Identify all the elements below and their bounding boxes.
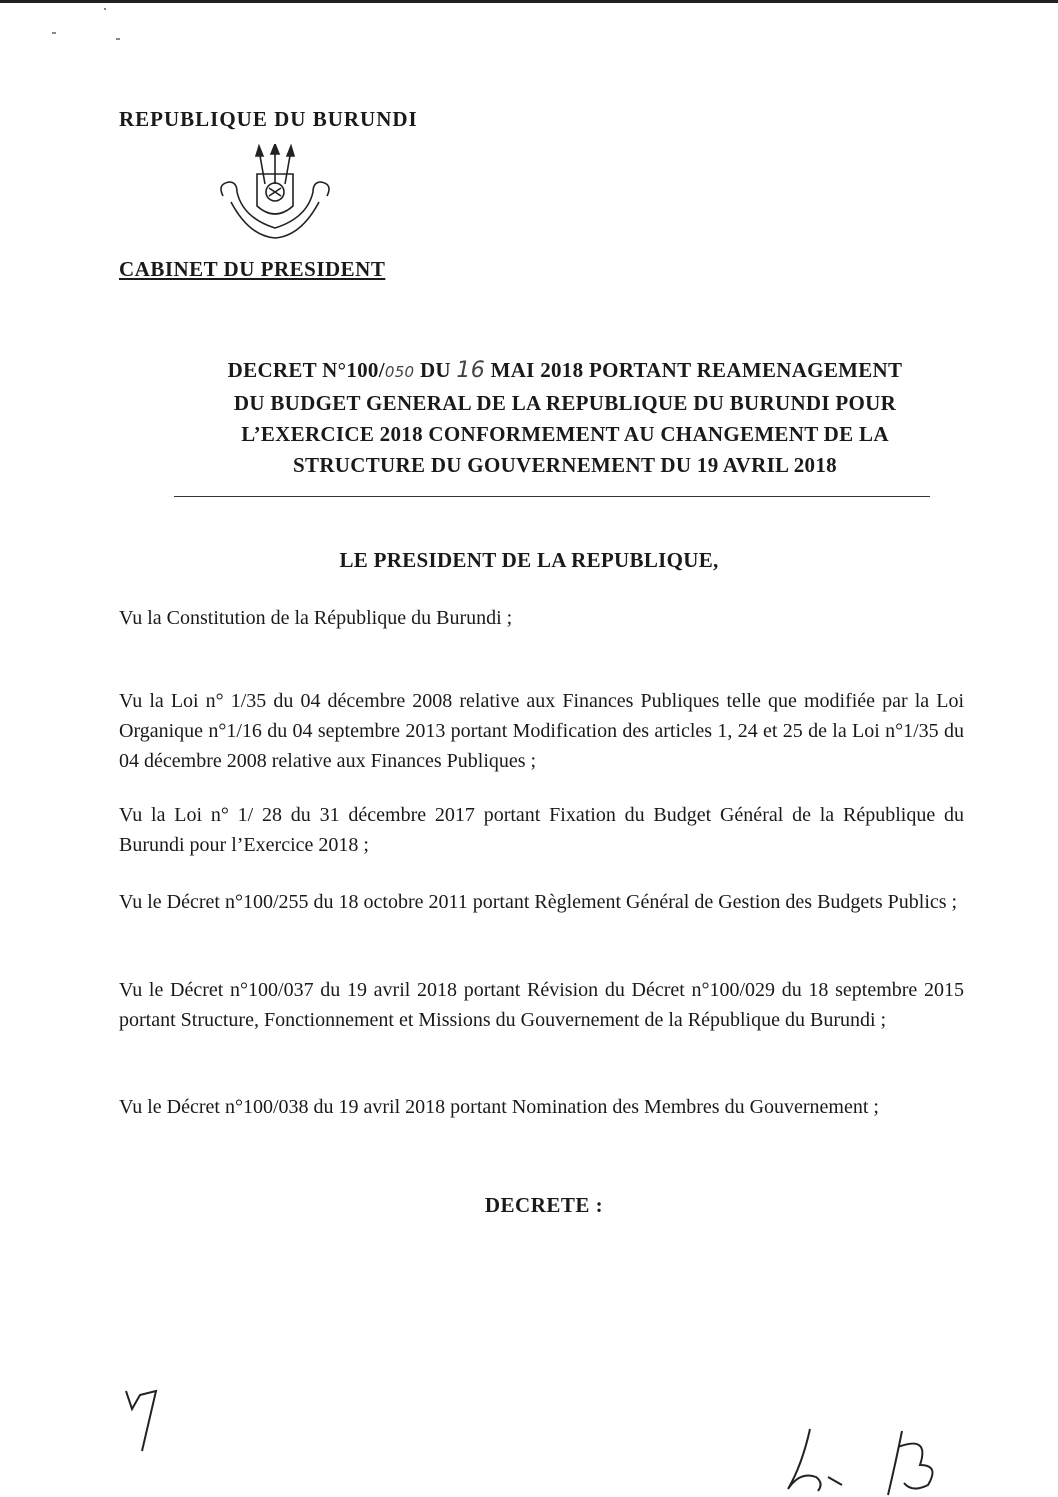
title-line-3: L’EXERCICE 2018 CONFORMEMENT AU CHANGEMENT DE LA xyxy=(241,422,889,446)
handwritten-decree-number: 050 xyxy=(384,363,415,381)
decrete-heading: DECRETE : xyxy=(484,1193,604,1217)
handwritten-initials-left xyxy=(118,1385,178,1455)
scan-speck xyxy=(116,38,120,40)
considerant-decret-gestion-budgets: Vu le Décret n°100/255 du 18 octobre 2011 portant Règlement Général de Gestion des Budgets Publics ; xyxy=(119,891,958,913)
considerant-decret-nomination: Vu le Décret n°100/038 du 19 avril 2018 portant Nomination des Membres du Gouvernement ; xyxy=(119,1096,879,1118)
title-line-4: STRUCTURE DU GOUVERNEMENT DU 19 AVRIL 2018 xyxy=(293,453,837,477)
republic-heading: REPUBLIQUE DU BURUNDI xyxy=(119,107,418,131)
coat-of-arms-emblem xyxy=(213,144,337,248)
considerant-loi-finances-publiques: Vu la Loi n° 1/35 du 04 décembre 2008 relative aux Finances Publiques telle que modifiée par la Loi Organique n°1/16 du 04 septembre 2013 portant Modification des articles 1, 24 et 25 de la Loi n°1/35 du 04 décembre 2008 relative aux Finances Publiques ; xyxy=(119,690,964,772)
handwritten-signature-initials xyxy=(780,1425,960,1497)
page-top-edge xyxy=(0,0,1058,3)
scan-speck xyxy=(52,32,56,34)
cabinet-heading: CABINET DU PRESIDENT xyxy=(119,257,386,281)
title-line-1: DECRET N°100/050 DU 16 MAI 2018 PORTANT REAMENAGEMENT xyxy=(227,358,903,383)
title-line-2: DU BUDGET GENERAL DE LA REPUBLIQUE DU BURUNDI POUR xyxy=(233,391,897,415)
considerant-loi-budget-2018: Vu la Loi n° 1/ 28 du 31 décembre 2017 portant Fixation du Budget Général de la République du Burundi pour l’Exercice 2018 ; xyxy=(119,804,964,856)
scan-speck xyxy=(104,8,106,10)
handwritten-day: 16 xyxy=(456,358,486,383)
considerant-constitution: Vu la Constitution de la République du Burundi ; xyxy=(119,607,513,629)
considerant-decret-structure-gouvernement: Vu le Décret n°100/037 du 19 avril 2018 portant Révision du Décret n°100/029 du 18 septembre 2015 portant Structure, Fonctionnement et Missions du Gouvernement de la République du Burundi ; xyxy=(119,979,964,1031)
decree-title xyxy=(130,355,1000,481)
title-separator-rule xyxy=(174,496,930,497)
president-heading: LE PRESIDENT DE LA REPUBLIQUE, xyxy=(339,548,719,572)
